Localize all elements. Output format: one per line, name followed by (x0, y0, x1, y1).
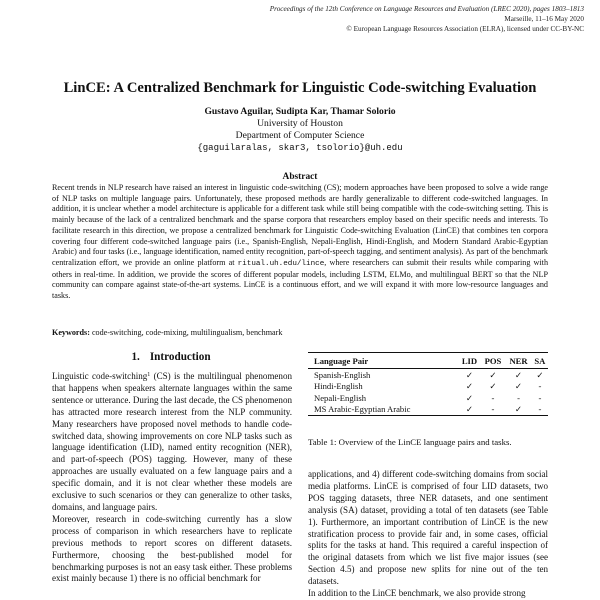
right-paragraph-2: In addition to the LinCE benchmark, we also provide strong (308, 588, 526, 599)
cell-pos: - (491, 392, 495, 403)
intro-p1-start: Linguistic code-switching (52, 371, 148, 381)
intro-right-column (308, 469, 548, 600)
proceedings-line: Proceedings of the 12th Conference on Language Resources and Evaluation (LREC 2020), pages 1803–1813 (269, 5, 584, 13)
cell-sa: - (538, 404, 542, 414)
table-row (308, 392, 548, 404)
header-sa: SA (534, 356, 546, 366)
table-row (308, 369, 548, 381)
platform-url[interactable]: ritual.uh.edu/lince (237, 259, 325, 268)
cell-lid: ✓ (465, 369, 474, 380)
cell-ner: - (517, 392, 520, 403)
proceedings-header (270, 4, 584, 35)
license-line: © European Language Resources Association (ELRA), licensed under CC-BY-NC (346, 25, 584, 34)
cell-ner: ✓ (514, 369, 523, 380)
keywords-list: code-switching, code-mixing, multilingualism, benchmark (91, 328, 283, 337)
affiliation-department: Department of Computer Science (235, 130, 365, 141)
author-emails: {gaguilaralas, skar3, tsolorio}@uh.edu (197, 143, 403, 153)
cell-language: Nepali-English (314, 392, 367, 403)
table-row (308, 404, 548, 416)
cell-pos: ✓ (489, 369, 497, 380)
keywords-label: Keywords: (52, 328, 90, 337)
header-pos: POS (484, 356, 502, 366)
cell-ner: ✓ (514, 381, 523, 391)
cell-sa: ✓ (536, 369, 544, 380)
paper-title: LinCE: A Centralized Benchmark for Linguistic Code-switching Evaluation (63, 80, 537, 96)
section-heading-introduction (52, 351, 290, 363)
venue-line: Marseille, 11–16 May 2020 (504, 15, 584, 24)
header-language-pair: Language Pair (314, 356, 369, 366)
cell-sa: - (538, 392, 542, 403)
intro-paragraph-1 (52, 371, 292, 514)
right-paragraph-1: applications, and 4) different code-switching domains from social media platforms. LinCE is comprised of four LID datasets, two POS tagging datasets, three NER datasets, and one sentiment analysis (SA) dataset, providing a total of ten datasets (see Table 1). Furthermore, an important contribution of LinCE is the new stratification process to provide fair and, in some cases, official splits for the tasks at hand. This required a careful inspection of the original datasets from which we list five major issues (see Section 4.5) and propose new splits for nine out of the ten datasets. (308, 469, 548, 587)
table-caption: Table 1: Overview of the LinCE language pairs and tasks. (308, 437, 512, 447)
intro-paragraph-2: Moreover, research in code-switching currently has a slow process of comparison in which researchers have to replicate previous methods to report scores on different datasets. Furthermore, choosing the best-published model for benchmarking purposes is not an easy task either. These problems exist mainly because 1) there is no official benchmark for (52, 513, 292, 584)
author-block (0, 106, 600, 154)
keywords-line (52, 328, 548, 338)
abstract-text (52, 183, 548, 302)
section-number: 1. (131, 351, 140, 363)
abstract-body-start: Recent trends in NLP research have raised an interest in linguistic code-switching (CS); modern approaches have been proposed to solve a wide range of NLP tasks on multiple language pairs. Unfortunately, these proposed methods are hardly generalizable to different code-switched languages. In addition, it is unclear whether a model architecture is applicable for a different task while still being compatible with the code-switching setting. This is mainly because of the lack of a centralized benchmark and the sparse corpora that researchers employ based on their specific needs and interests. To facilitate research in this direction, we propose a centralized benchmark for Linguistic Code-switching Evaluation (LinCE) that combines ten corpora covering four different code-switched language pairs (i.e., Spanish-English, Nepali-English, Hindi-English, and Modern Standard Arabic-Egyptian Arabic) and four tasks (i.e., language identification, named entity recognition, part-of-speech tagging, and sentiment analysis). As part of the benchmark centralization effort, we provide an online platform at (52, 183, 548, 267)
cell-sa: - (538, 381, 542, 391)
cell-language: Spanish-English (314, 369, 371, 380)
author-names: Gustavo Aguilar, Sudipta Kar, Thamar Solorio (204, 106, 396, 117)
abstract-heading: Abstract (282, 172, 318, 182)
cell-language: Hindi-English (314, 381, 363, 391)
cell-lid: ✓ (465, 392, 474, 403)
cell-lid: ✓ (465, 381, 474, 391)
intro-left-column (52, 371, 292, 585)
header-ner: NER (509, 356, 528, 366)
footnote-marker[interactable]: 1 (147, 372, 151, 378)
language-pairs-table (308, 352, 548, 416)
cell-ner: ✓ (514, 404, 523, 414)
cell-pos: ✓ (489, 381, 497, 391)
table-header-row (308, 353, 548, 369)
cell-pos: - (491, 404, 495, 414)
cell-lid: ✓ (465, 404, 474, 414)
header-lid: LID (461, 356, 478, 366)
cell-language: MS Arabic-Egyptian Arabic (314, 404, 411, 414)
table-row (308, 381, 548, 393)
abstract-body-end: , where researchers can submit their results while comparing with others in real-time. In addition, we provide the scores of different popular models, including LSTM, ELMo, and multilingual BERT so that the NLP community can compare against state-of-the-art systems. LinCE is a continuous effort, and we will expand it with more low-resource languages and tasks. (52, 257, 549, 301)
section-title: Introduction (149, 351, 211, 363)
affiliation-university: University of Houston (257, 118, 343, 129)
intro-p1-rest: (CS) is the multilingual phenomenon that happens when speakers alternate languages within the same sentence or utterance. During the last decade, the CS phenomenon has attracted more research interest from the NLP community. Many researchers have proposed novel methods to handle code-switched data, showing improvements on core NLP tasks such as language identification (LID), named entity recognition (NER), and part-of-speech (POS) tagging. However, many of these approaches are usually evaluated on a few language pairs and a specific domain, and it is not clear whether these models are exclusive to such scenarios or they can generalize to other tasks, domains, and language pairs. (52, 371, 292, 512)
